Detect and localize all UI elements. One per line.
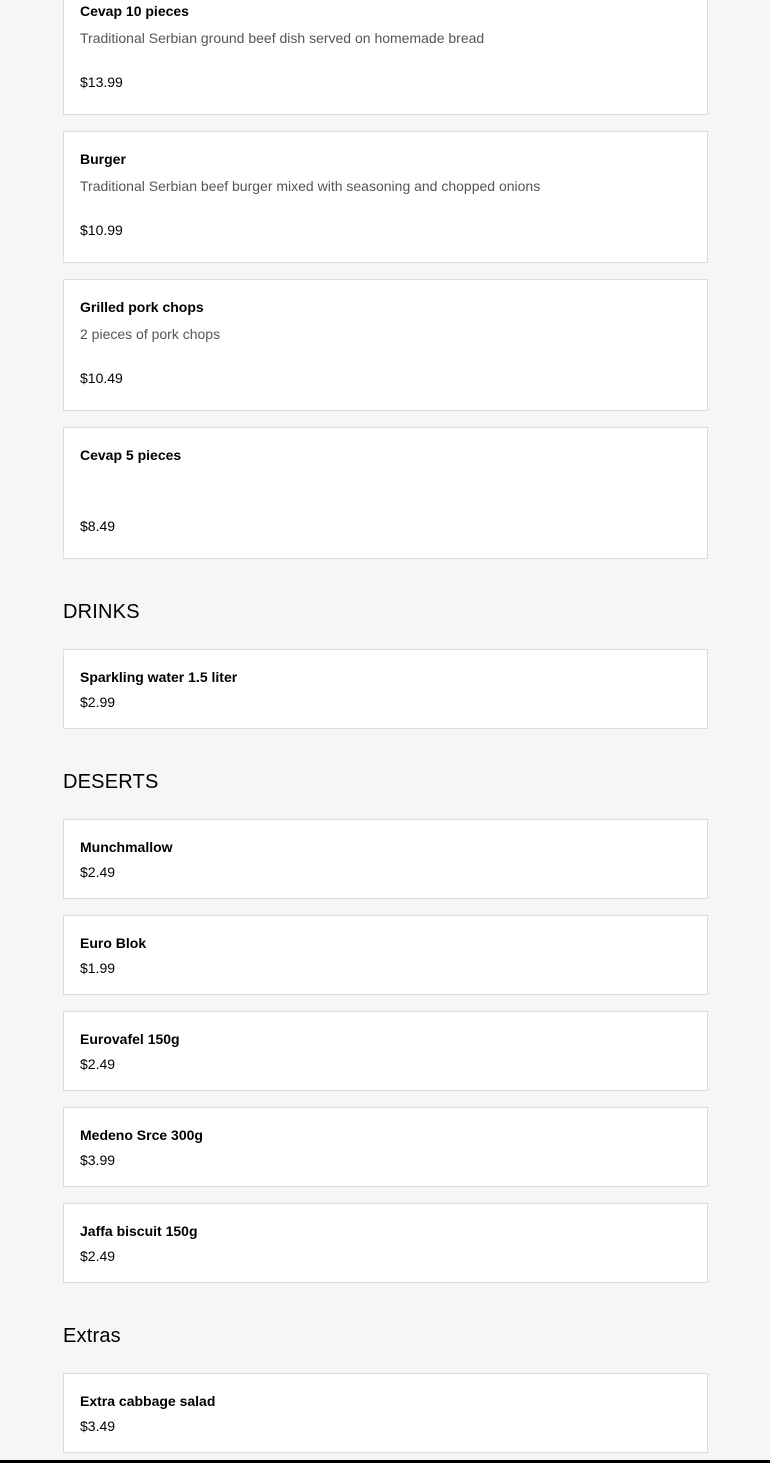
menu-item-grilled-pork-chops[interactable] xyxy=(63,279,708,411)
menu-list xyxy=(63,0,708,1453)
item-name: Medeno Srce 300g xyxy=(80,1127,203,1143)
section-title-extras: Extras xyxy=(63,1325,121,1347)
item-name: Euro Blok xyxy=(80,935,147,951)
item-name: Cevap 5 pieces xyxy=(80,447,182,463)
item-price: $10.49 xyxy=(80,370,123,386)
item-price: $2.49 xyxy=(80,864,116,880)
item-name: Eurovafel 150g xyxy=(80,1031,180,1047)
item-name: Jaffa biscuit 150g xyxy=(80,1223,198,1239)
item-price: $2.49 xyxy=(80,1248,116,1264)
item-name: Burger xyxy=(80,151,126,167)
menu-item-cevap-5[interactable] xyxy=(63,427,708,559)
menu-item-munchmallow[interactable] xyxy=(63,819,708,899)
menu-item-cevap-10[interactable] xyxy=(63,0,708,115)
item-name: Munchmallow xyxy=(80,839,173,855)
section-title-deserts: DESERTS xyxy=(63,771,159,793)
item-name: Cevap 10 pieces xyxy=(80,3,189,19)
section-title-drinks: DRINKS xyxy=(63,601,140,623)
menu-item-medeno-srce[interactable] xyxy=(63,1107,708,1187)
item-price: $3.49 xyxy=(80,1418,116,1434)
item-price: $3.99 xyxy=(80,1152,116,1168)
item-description: Traditional Serbian beef burger mixed with seasoning and chopped onions xyxy=(80,178,541,194)
item-price: $1.99 xyxy=(80,960,116,976)
item-description: 2 pieces of pork chops xyxy=(80,326,221,342)
item-description: Traditional Serbian ground beef dish served on homemade bread xyxy=(80,30,485,46)
menu-item-burger[interactable] xyxy=(63,131,708,263)
menu-item-sparkling-water[interactable] xyxy=(63,649,708,729)
item-name: Extra cabbage salad xyxy=(80,1393,216,1409)
item-name: Sparkling water 1.5 liter xyxy=(80,669,238,685)
menu-item-eurovafel[interactable] xyxy=(63,1011,708,1091)
item-price: $13.99 xyxy=(80,74,123,90)
menu-item-jaffa-biscuit[interactable] xyxy=(63,1203,708,1283)
item-price: $10.99 xyxy=(80,222,123,238)
item-price: $2.99 xyxy=(80,694,116,710)
menu-item-euro-blok[interactable] xyxy=(63,915,708,995)
item-name: Grilled pork chops xyxy=(80,299,204,315)
item-price: $8.49 xyxy=(80,518,116,534)
item-price: $2.49 xyxy=(80,1056,116,1072)
item-description xyxy=(80,472,691,492)
menu-item-extra-cabbage-salad[interactable] xyxy=(63,1373,708,1453)
